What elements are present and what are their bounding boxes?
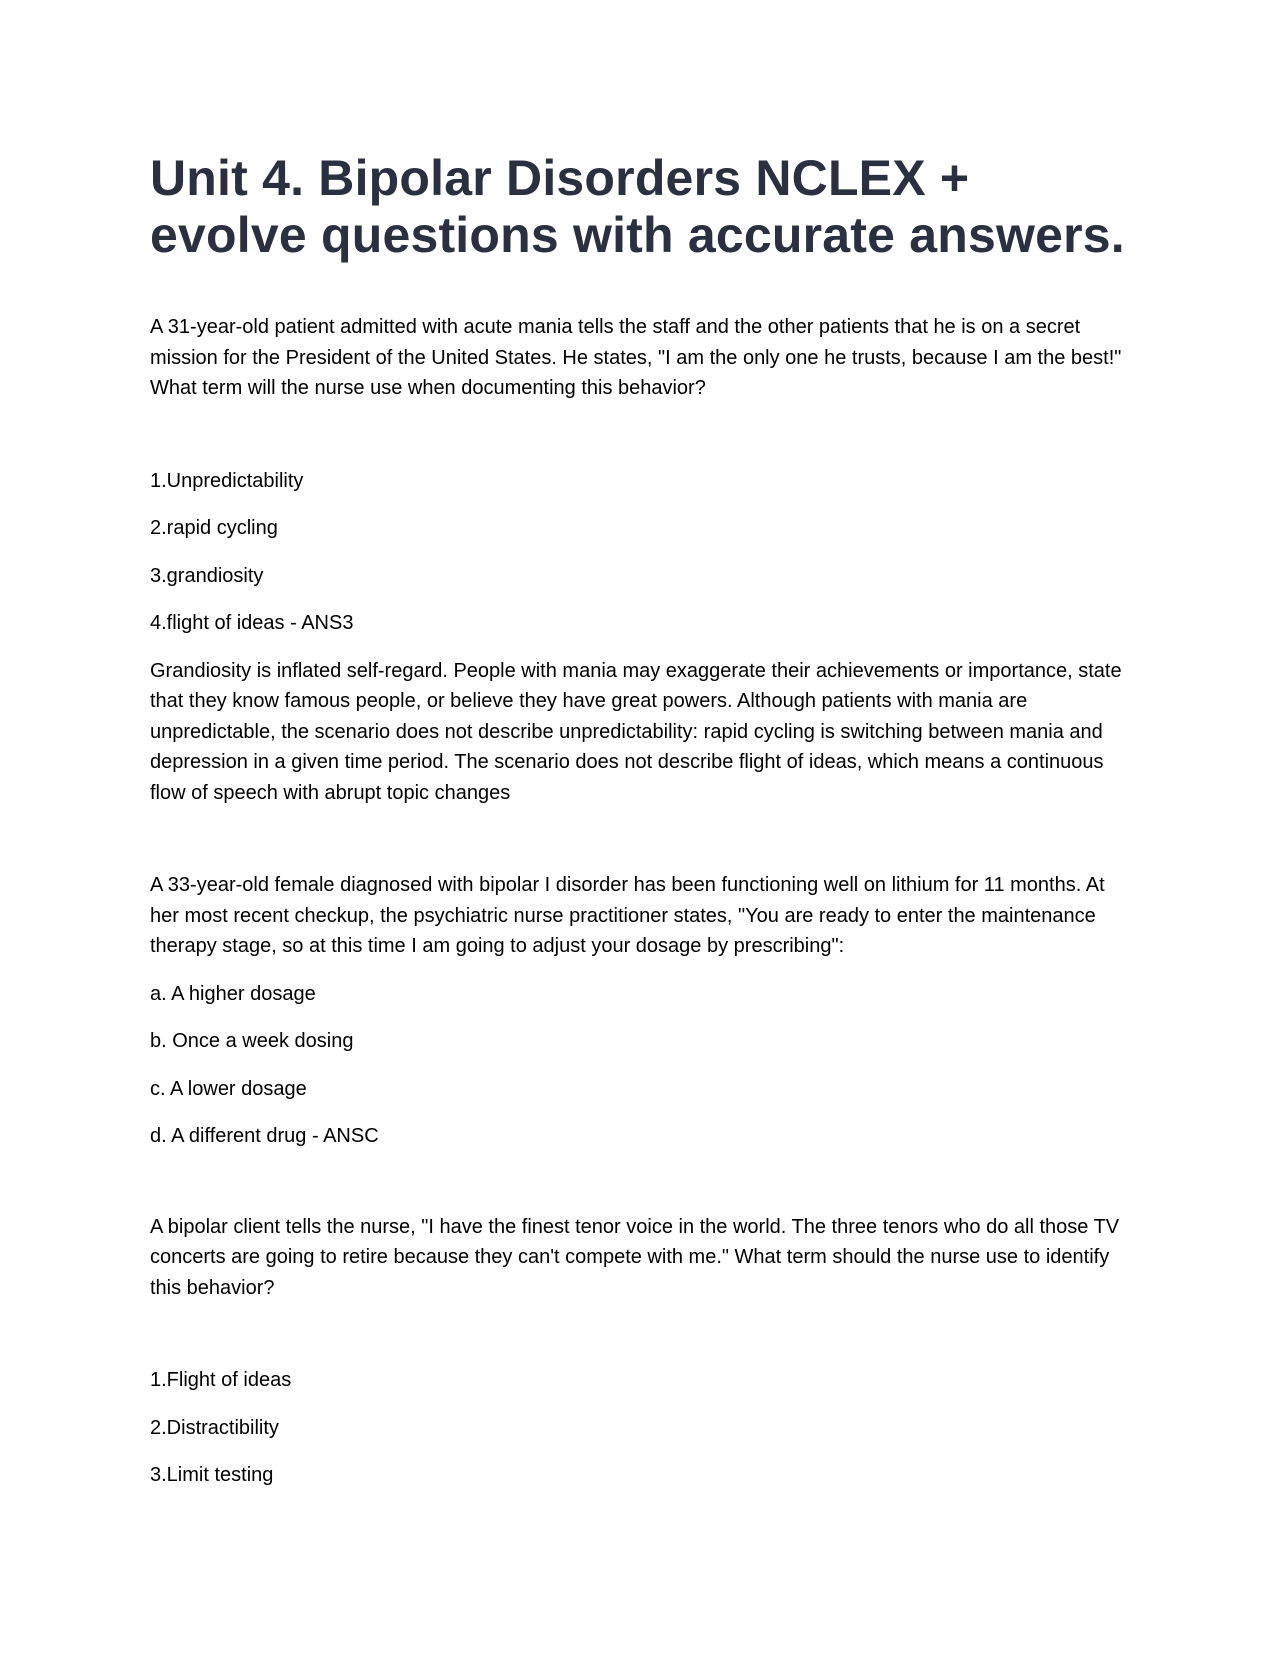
document-page [150, 150, 1130, 1508]
question-1-option-4: 4.flight of ideas - ANS3 [150, 612, 354, 634]
question-3-prompt: A bipolar client tells the nurse, "I have the finest tenor voice in the world. The three tenors who do all those TV concerts are going to retire because they can't compete with me." What term should the nurse use to identify this behavior? [150, 1215, 1120, 1299]
question-2-option-b: b. Once a week dosing [150, 1030, 354, 1052]
page-title: Unit 4. Bipolar Disorders NCLEX + evolve questions with accurate answers. [150, 150, 1125, 263]
question-2-option-c: c. A lower dosage [150, 1077, 307, 1100]
question-2-prompt: A 33-year-old female diagnosed with bipolar I disorder has been functioning well on lithium for 11 months. At her most recent checkup, the psychiatric nurse practitioner states, "You are ready to enter the maintenance therapy stage, so at this time I am going to adjust your dosage by prescribing": [150, 874, 1105, 957]
question-1-option-2: 2.rapid cycling [150, 517, 278, 539]
question-1-rationale: Grandiosity is inflated self-regard. People with mania may exaggerate their achievements or importance, state that they know famous people, or believe they have great powers. Although patients with mania are unpredictable, the scenario does not describe unpredictability: rapid cycling is switching between mania and depression in a given time period. The scenario does not describe flight of ideas, which means a continuous flow of speech with abrupt topic changes [150, 659, 1122, 804]
question-2-option-a: a. A higher dosage [150, 982, 316, 1005]
question-3-option-3: 3.Limit testing [150, 1464, 274, 1486]
question-1-prompt: A 31-year-old patient admitted with acute mania tells the staff and the other patients that he is on a secret mission for the President of the United States. He states, "I am the only one he trusts, because I am the best!" What term will the nurse use when documenting this behavior? [150, 316, 1122, 399]
question-3-option-1: 1.Flight of ideas [150, 1369, 292, 1391]
question-1-option-1: 1.Unpredictability [150, 469, 304, 492]
question-3-option-2: 2.Distractibility [150, 1416, 279, 1439]
question-2-option-d: d. A different drug - ANSC [150, 1125, 379, 1147]
question-1-option-3: 3.grandiosity [150, 564, 264, 587]
